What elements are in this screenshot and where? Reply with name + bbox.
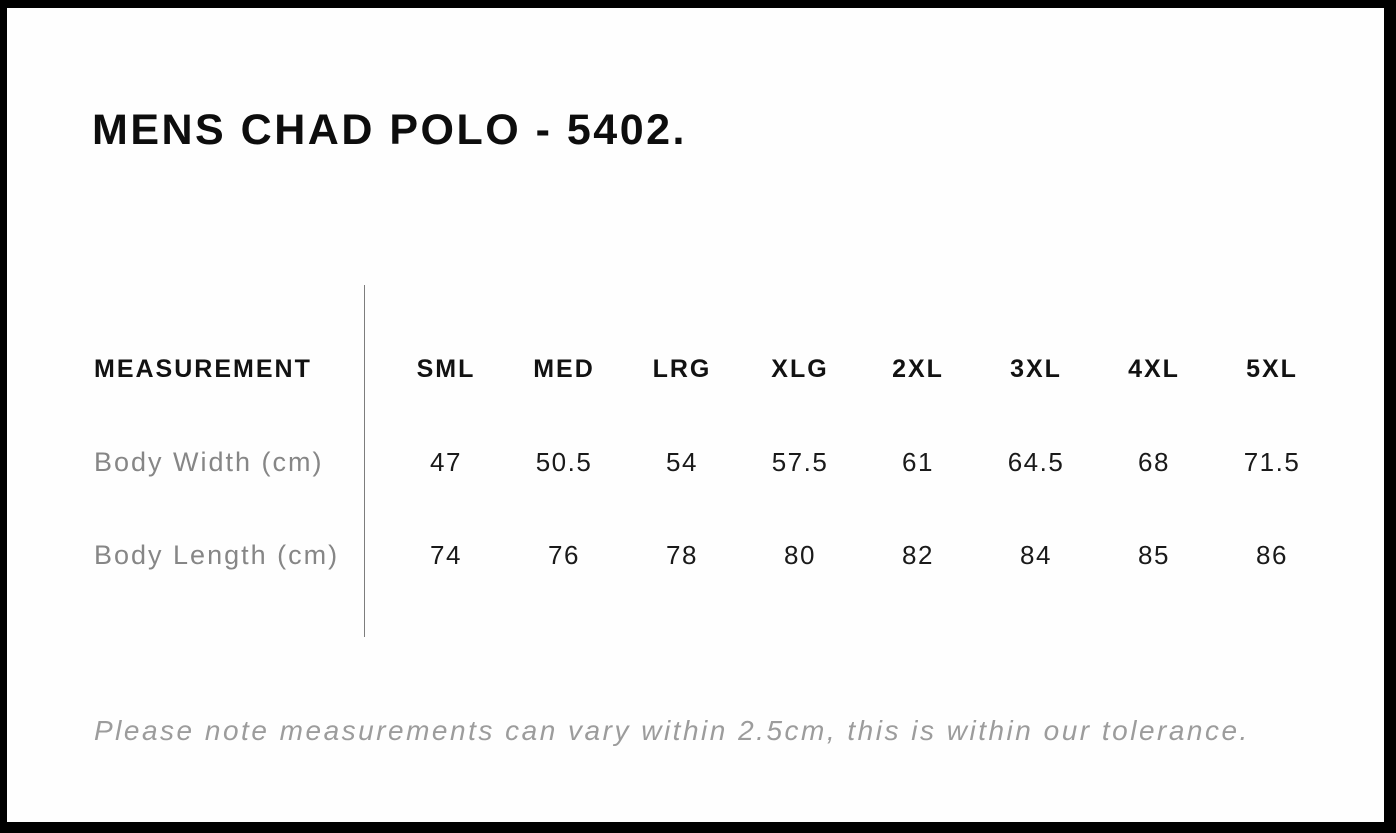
tolerance-note: Please note measurements can vary within 2.5cm, this is within our tolerance. bbox=[94, 715, 1250, 746]
value-cell: 74 bbox=[430, 540, 462, 570]
page-title: MENS CHAD POLO - 5402. bbox=[92, 106, 687, 154]
size-header-xlg: XLG bbox=[771, 355, 829, 383]
row-label-0: Body Width (cm) bbox=[94, 447, 324, 477]
size-grid bbox=[94, 323, 1331, 602]
value-cell: 64.5 bbox=[1007, 447, 1065, 477]
value-cell: 57.5 bbox=[771, 447, 829, 477]
size-header-sml: SML bbox=[416, 355, 476, 383]
value-cell: 86 bbox=[1256, 540, 1288, 570]
size-header-5xl: 5XL bbox=[1246, 355, 1298, 383]
value-cell: 68 bbox=[1138, 447, 1170, 477]
measurement-header: MEASUREMENT bbox=[94, 355, 312, 383]
size-header-2xl: 2XL bbox=[892, 355, 944, 383]
value-cell: 54 bbox=[666, 447, 698, 477]
label-column-divider-line bbox=[364, 285, 365, 637]
value-cell: 82 bbox=[902, 540, 934, 570]
value-cell: 78 bbox=[666, 540, 698, 570]
size-header-3xl: 3XL bbox=[1010, 355, 1062, 383]
size-header-4xl: 4XL bbox=[1128, 355, 1180, 383]
value-cell: 50.5 bbox=[535, 447, 593, 477]
row-label-1: Body Length (cm) bbox=[94, 540, 340, 570]
size-header-med: MED bbox=[533, 355, 595, 383]
value-cell: 76 bbox=[548, 540, 580, 570]
value-cell: 80 bbox=[784, 540, 816, 570]
size-header-lrg: LRG bbox=[652, 355, 712, 383]
size-table bbox=[94, 285, 1331, 637]
value-cell: 71.5 bbox=[1243, 447, 1301, 477]
value-cell: 85 bbox=[1138, 540, 1170, 570]
value-cell: 84 bbox=[1020, 540, 1052, 570]
value-cell: 47 bbox=[430, 447, 462, 477]
value-cell: 61 bbox=[902, 447, 934, 477]
